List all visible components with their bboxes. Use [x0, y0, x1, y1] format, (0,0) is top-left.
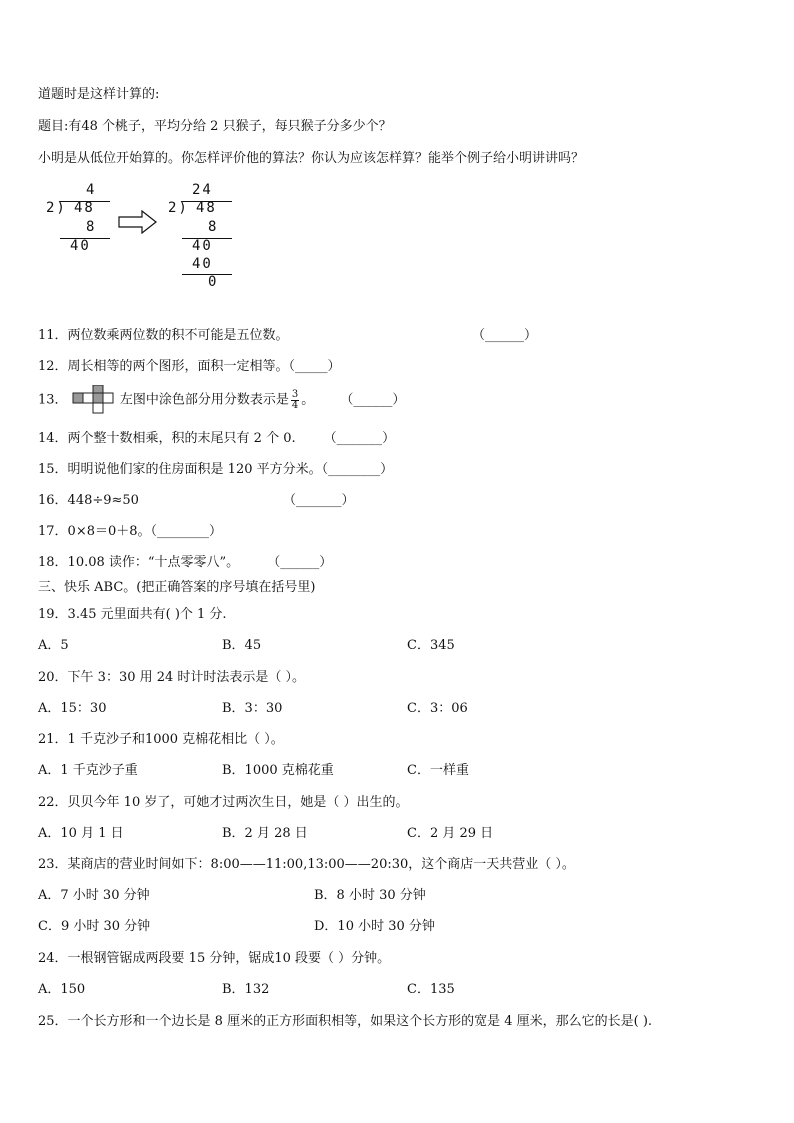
question-20: 20．下午 3：30 用 24 时计时法表示是（ ）。: [38, 670, 306, 685]
options-20: [38, 697, 758, 715]
option-a[interactable]: A．150: [38, 982, 86, 997]
question-23: 23．某商店的营业时间如下：8:00——11:00,13:00——20:30，这个商店一天共营业（ ）。: [38, 857, 575, 872]
divisor: 2): [46, 200, 67, 216]
option-b[interactable]: B．8 小时 30 分钟: [314, 888, 426, 903]
divisor: 2): [168, 200, 189, 216]
options-19: [38, 634, 758, 652]
option-d[interactable]: D．10 小时 30 分钟: [314, 919, 435, 934]
options-23-row-2: [38, 915, 758, 933]
question-17: 17．0×8＝0＋8。（________）: [38, 524, 223, 539]
quotient: 24: [192, 182, 213, 198]
option-a[interactable]: A．5: [38, 638, 69, 653]
subtract-value-1: 8: [208, 219, 219, 235]
subtract-line-2: [182, 274, 232, 275]
option-b[interactable]: B．3：30: [222, 701, 283, 716]
option-b[interactable]: B．1000 克棉花重: [222, 763, 334, 778]
question-13: 13． 左图中涂色部分用分数表示是 $\frac{3}{4}$ 。 （______）: [38, 385, 405, 415]
answer-blank-17[interactable]: （________）: [150, 524, 223, 539]
subtract-value: 8: [86, 219, 97, 235]
option-c[interactable]: C．2 月 29 日: [407, 826, 494, 841]
intro-line-2: 题目:有48 个桃子，平均分给 2 只猴子，每只猴子分多少个？: [38, 119, 392, 134]
question-14: 14．两个整十数相乘，积的末尾只有 2 个 0. （_______）: [38, 431, 396, 446]
quotient: 4: [86, 182, 97, 198]
subtract-value-2: 40: [192, 256, 213, 272]
question-22: 22．贝贝今年 10 岁了，可她才过两次生日，她是（ ）出生的。: [38, 795, 409, 810]
option-b[interactable]: B．45: [222, 638, 262, 653]
intro-line-1: 道题时是这样计算的:: [38, 87, 160, 102]
options-21: [38, 759, 758, 777]
remainder: 40: [70, 238, 91, 254]
long-division-left: [46, 182, 116, 262]
result-value: 0: [208, 274, 219, 290]
intro-line-3: 小明是从低位开始算的。你怎样评价他的算法？你认为应该怎样算？能举个例子给小明讲讲吗？: [38, 151, 585, 166]
question-16: 16．448÷9≈50: [38, 493, 139, 508]
question-18: 18．10.08 读作：“十点零零八”。 （______）: [38, 555, 333, 570]
question-24: 24．一根钢管锯成两段要 15 分钟，锯成10 段要（ ）分钟。: [38, 951, 391, 966]
answer-blank-13[interactable]: （______）: [340, 392, 406, 408]
dividend: 48: [196, 200, 217, 216]
question-21: 21．1 千克沙子和1000 克棉花相比（ ）。: [38, 732, 284, 747]
option-c[interactable]: C．3：06: [407, 701, 468, 716]
answer-blank-18[interactable]: （______）: [267, 555, 333, 570]
question-15: 15．明明说他们家的住房面积是 120 平方分米。（________）: [38, 462, 394, 477]
options-23-row-1: [38, 884, 758, 902]
option-a[interactable]: A．15：30: [38, 701, 107, 716]
section-3-title: 三、快乐 ABC。(把正确答案的序号填在括号里): [38, 580, 316, 595]
options-24: [38, 978, 758, 996]
options-22: [38, 822, 758, 840]
partial-value: 40: [192, 238, 213, 254]
question-25: 25．一个长方形和一个边长是 8 厘米的正方形面积相等，如果这个长方形的宽是 4 厘米，那么它的长是( ).: [38, 1014, 653, 1029]
option-c[interactable]: C．9 小时 30 分钟: [38, 919, 151, 934]
option-a[interactable]: A．7 小时 30 分钟: [38, 888, 150, 903]
answer-blank-16[interactable]: （_______）: [283, 493, 355, 508]
long-division-right: [168, 182, 238, 292]
answer-blank-11[interactable]: （______）: [472, 328, 538, 343]
option-c[interactable]: C．345: [407, 638, 455, 653]
dividend: 48: [74, 200, 95, 216]
option-b[interactable]: B．2 月 28 日: [222, 826, 308, 841]
question-12: 12．周长相等的两个图形，面积一定相等。（_____）: [38, 359, 341, 374]
option-b[interactable]: B．132: [222, 982, 270, 997]
option-c[interactable]: C．135: [407, 982, 455, 997]
answer-blank-15[interactable]: （________）: [321, 462, 394, 477]
option-a[interactable]: A．1 千克沙子重: [38, 763, 138, 778]
right-arrow-icon: [118, 210, 158, 234]
question-19: 19．3.45 元里面共有( )个 1 分.: [38, 607, 227, 622]
fraction-three-quarters: $\frac{3}{4}$: [291, 388, 299, 411]
shaded-squares-figure: [72, 385, 116, 415]
answer-blank-14[interactable]: （_______）: [323, 431, 396, 446]
option-a[interactable]: A．10 月 1 日: [38, 826, 124, 841]
option-c[interactable]: C．一样重: [407, 763, 469, 778]
answer-blank-12[interactable]: （_____）: [288, 359, 341, 374]
question-11: 11．两位数乘两位数的积不可能是五位数。: [38, 328, 289, 343]
